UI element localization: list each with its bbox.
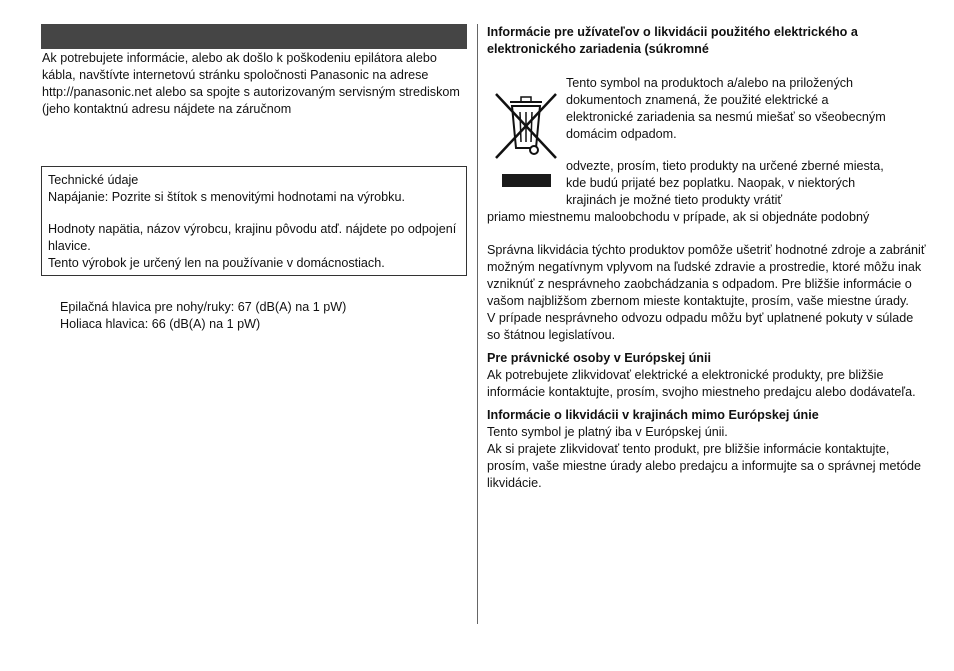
service-paragraph: Ak potrebujete informácie, alebo ak došlo k poškodeniu epilátora alebo kábla, navštívte internetovú stránku spoločnosti Panasonic na adrese http://panasonic.net alebo sa spojte s autorizovaným servisným strediskom (jeho kontaktnú adresu nájdete na záručnom [42,51,460,116]
spec-values: Hodnoty napätia, názov výrobcu, krajinu pôvodu atď. nájdete po odpojení hlavice. [48,222,457,253]
noise-epilation: Epilačná hlavica pre nohy/ruky: 67 (dB(A) na 1 pW) [60,300,347,314]
outside-eu-heading: Informácie o likvidácii v krajinách mimo Európskej únie [487,408,819,422]
spec-use: Tento výrobok je určený len na používanie v domácnostiach. [48,256,385,270]
spec-title: Technické údaje [48,173,139,187]
symbol-description-2 [566,158,896,209]
column-divider [477,24,478,624]
crossed-out-wheelie-bin-icon [494,92,558,164]
noise-shaving: Holiaca hlavica: 66 (dB(A) na 1 pW) [60,317,261,331]
noise-levels [60,299,460,333]
outside-eu-text-1: Tento symbol je platný iba v Európskej únii. [487,425,728,439]
penalty-paragraph: V prípade nesprávneho odvozu odpadu môžu byť uplatnené pokuty v súlade so štátnou legislatívou. [487,311,914,342]
symbol-description [566,75,896,143]
symbol-text: Tento symbol na produktoch a/alebo na priložených dokumentoch znamená, že použité elektrické a elektronické zariadenia sa nesmú miešať so všeobecným domácim odpadom. [566,76,886,141]
business-text: Ak potrebujete zlikvidovať elektrické a elektronické produkty, pre bližšie informácie kontaktujte, prosím, svojho miestneho predajcu alebo dodávateľa. [487,368,916,399]
section-header-bar [41,24,467,49]
disposal-paragraph: Správna likvidácia týchto produktov pomôže ušetriť hodnotné zdroje a zabrániť možným negatívnym vplyvom na ľudské zdravie a prostredie, ktoré môžu inak vzniknúť z nesprávneho zaobchádzania s odpadom. Pre bližšie informácie o vašom najbližšom zbernom mieste kontaktujte, prosím, vaše miestne úrady. [487,243,926,308]
disposal-heading: Informácie pre užívateľov o likvidácii použitého elektrického a elektronického zariadenia (súkromné [487,25,858,56]
symbol-text-2: odvezte, prosím, tieto produkty na určené zberné miesta, kde budú prijaté bez poplatku. Naopak, v niektorých krajinách je možné tieto produkty vrátiť [566,159,884,207]
business-heading: Pre právnické osoby v Európskej únii [487,351,711,365]
specifications-box [41,166,467,276]
symbol-line: priamo miestnemu maloobchodu v prípade, ak si objednáte podobný [487,210,870,224]
spec-power: Napájanie: Pozrite si štítok s menovitými hodnotami na výrobku. [48,190,405,204]
outside-eu-text-2: Ak si prajete zlikvidovať tento produkt, pre bližšie informácie kontaktujte, prosím, vaše miestne úrady alebo predajcu a informujte sa o správnej metóde likvidácie. [487,442,922,490]
date-bar-symbol [502,174,551,187]
disposal-body [487,242,927,492]
